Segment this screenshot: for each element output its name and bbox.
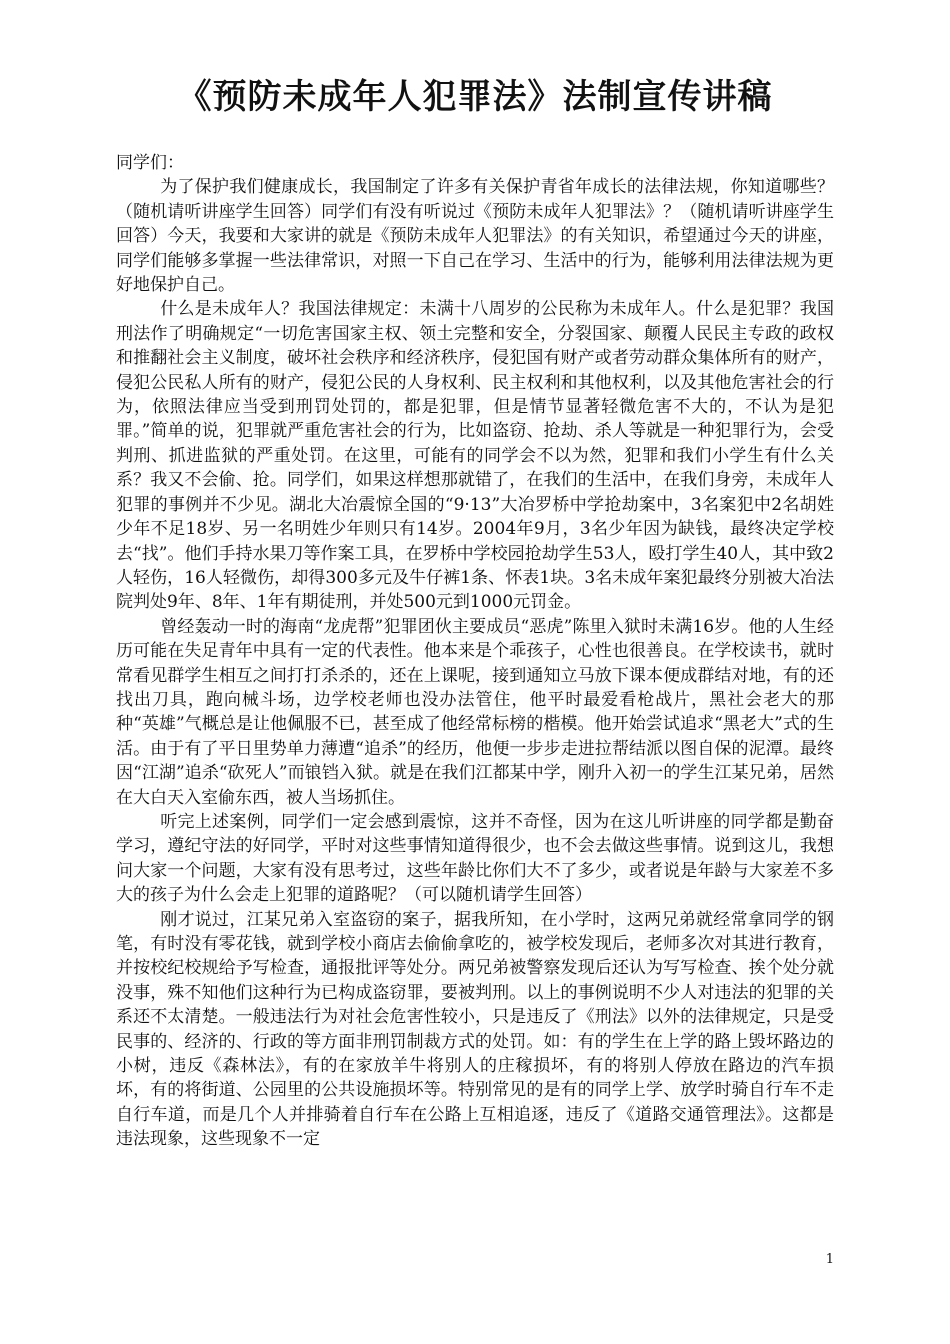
paragraph-intro: 为了保护我们健康成长，我国制定了许多有关保护青省年成长的法律法规，你知道哪些？（随机请听讲座学生回答）同学们有没有听说过《预防未成年人犯罪法》？（随机请听讲座学生回答）今天，我要和大家讲的就是《预防未成年人犯罪法》的有关知识，希望通过今天的讲座，同学们能够多掌握一些法律常识，对照一下自己在学习、生活中的行为，能够利用法律法规为更好地保护自己。 — [116, 177, 834, 296]
document-title: 《预防未成年人犯罪法》法制宣传讲稿 — [177, 77, 773, 117]
paragraph-definition: 什么是未成年人？我国法律规定：未满十八周岁的公民称为未成年人。什么是犯罪？我国刑法作了明确规定“一切危害国家主权、领土完整和安全，分裂国家、颠覆人民民主专政的政权和推翻社会主义制度，破坏社会秩序和经济秩序，侵犯国有财产或者劳动群众集体所有的财产，侵犯公民私人所有的财产，侵犯公民的人身权利、民主权利和其他权利，以及其他危害社会的行为，依照法律应当受到刑罚处罚的，都是犯罪，但是情节显著轻微危害不大的，不认为是犯罪。”简单的说，犯罪就严重危害社会的行为，比如盗窃、抢劫、杀人等就是一种犯罪行为，会受判刑、抓进监狱的严重处罚。在这里，可能有的同学会不以为然，犯罪和我们小学生有什么关系？我又不会偷、抢。同学们，如果这样想那就错了，在我们的生活中，在我们身旁，未成年人犯罪的事例并不少见。湖北大冶震惊全国的“9·13”大冶罗桥中学抢劫案中，3名案犯中2名胡姓少年不足18岁、另一名明姓少年则只有14岁。2004年9月，3名少年因为缺钱，最终决定学校去“找”。他们手持水果刀等作案工具，在罗桥中学校园抢劫学生53人，殴打学生40人，其中致2人轻伤，16人轻微伤，却得300多元及牛仔裤1条、怀表1块。3名未成年案犯最终分别被大冶法院判处9年、8年、1年有期徒刑，并处500元到1000元罚金。 — [116, 299, 834, 613]
paragraph-illegal-behavior: 刚才说过，江某兄弟入室盗窃的案子，据我所知，在小学时，这两兄弟就经常拿同学的钢笔，有时没有零花钱，就到学校小商店去偷偷拿吃的，被学校发现后，老师多次对其进行教育，并按校纪校规给予写检查，通报批评等处分。两兄弟被警察发现后还认为写写检查、挨个处分就没事，殊不知他们这种行为已构成盗窃罪，要被判刑。以上的事例说明不少人对违法的犯罪的关系还不太清楚。一般违法行为对社会危害性较小，只是违反了《刑法》以外的法律规定，只是受民事的、经济的、行政的等方面非刑罚制裁方式的处罚。如：有的学生在上学的路上毁坏路边的小树，违反《森林法》，有的在家放羊牛将别人的庄稼损坏，有的将别人停放在路边的汽车损坏，有的将街道、公园里的公共设施损坏等。特别常见的是有的同学上学、放学时骑自行车不走自行车道，而是几个人并排骑着自行车在公路上互相追逐，违反了《道路交通管理法》。这都是违法现象，这些现象不一定 — [116, 909, 834, 1150]
salutation: 同学们： — [116, 153, 184, 173]
page-number: 1 — [825, 1252, 834, 1267]
document-body — [116, 151, 834, 1152]
paragraph-case-hainan: 曾经轰动一时的海南“龙虎帮”犯罪团伙主要成员“恶虎”陈里入狱时未满16岁。他的人生经历可能在失足青年中具有一定的代表性。他本来是个乖孩子，心性也很善良。在学校读书，就时常看见群学生相互之间打打杀杀的，还在上课呢，接到通知立马放下课本便成群结对地，有的还找出刀具，跑向械斗场，边学校老师也没办法管住，他平时最爱看枪战片，黑社会老大的那种“英雄”气概总是让他佩服不已，甚至成了他经常标榜的楷模。他开始尝试追求“黑老大”式的生活。由于有了平日里势单力薄遭“追杀”的经历，他便一步步走进拉帮结派以图自保的泥潭。最终因“江湖”追杀“砍死人”而锒铛入狱。就是在我们江都某中学，刚升入初一的学生江某兄弟，居然在大白天入室偷东西，被人当场抓住。 — [116, 616, 834, 808]
paragraph-question: 听完上述案例，同学们一定会感到震惊，这并不奇怪，因为在这儿听讲座的同学都是勤奋学习，遵纪守法的好同学，平时对这些事情知道得很少，也不会去做这些事情。说到这儿，我想问大家一个问题，大家有没有思考过，这些年龄比你们大不了多少，或者说是年龄与大家差不多大的孩子为什么会走上犯罪的道路呢？（可以随机请学生回答） — [116, 811, 834, 906]
